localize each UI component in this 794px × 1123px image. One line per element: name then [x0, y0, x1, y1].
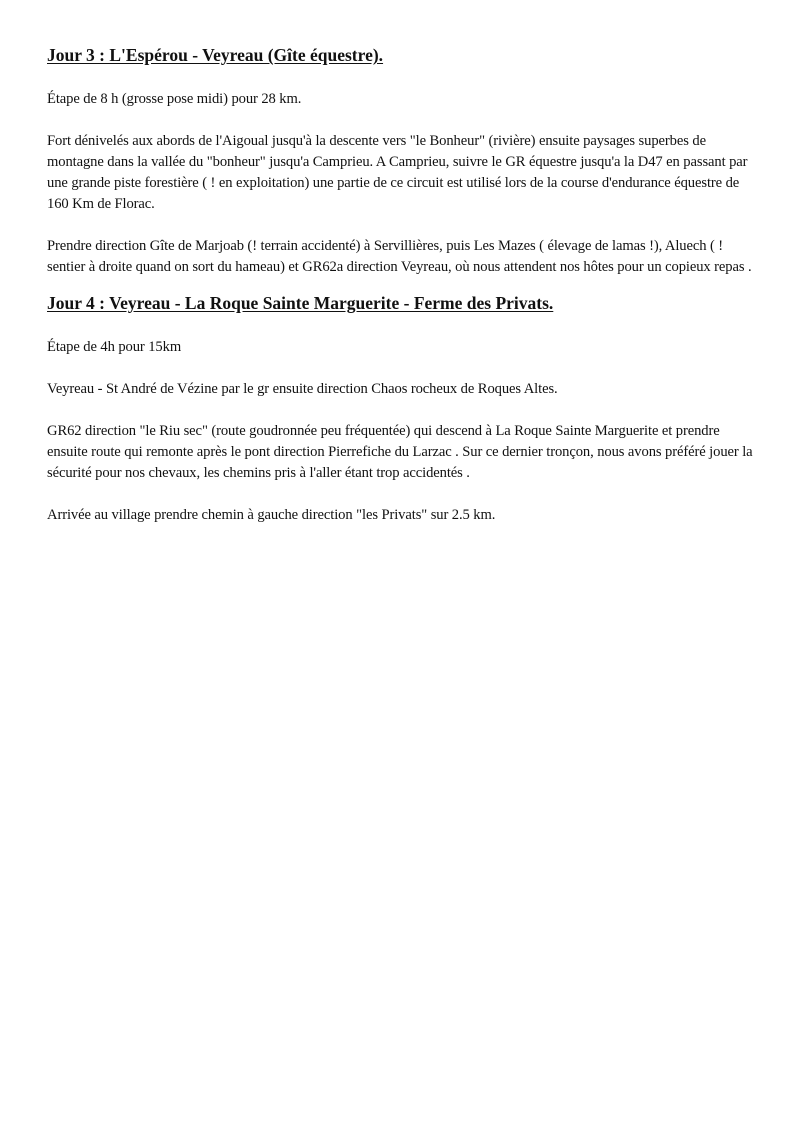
day4-arrival: Arrivée au village prendre chemin à gauche direction "les Privats" sur 2.5 km. [47, 507, 496, 523]
day4-stage-info: Étape de 4h pour 15km [47, 339, 182, 355]
day4-heading: Jour 4 : Veyreau - La Roque Sainte Marguerite - Ferme des Privats. [47, 293, 554, 313]
day4-route-description: GR62 direction "le Riu sec" (route goudronnée peu fréquentée) qui descend à La Roque Sainte Marguerite et prendre ensuite route qui remonte après le pont direction Pierrefiche du Larzac . Sur ce dernier tronçon, nous avons préféré jouer la sécurité pour nos chevaux, les chemins pris à l'aller étant trop accidentés . [47, 423, 753, 481]
day4-route-start: Veyreau - St André de Vézine par le gr ensuite direction Chaos rocheux de Roques Altes. [47, 381, 558, 397]
day3-heading: Jour 3 : L'Espérou - Veyreau (Gîte équestre). [47, 45, 384, 65]
day4-section [47, 290, 753, 526]
day3-route-description: Fort dénivelés aux abords de l'Aigoual jusqu'à la descente vers "le Bonheur" (rivière) ensuite paysages superbes de montagne dans la vallée du "bonheur" jusqu'a Camprieu. A Camprieu, suivre le GR équestre jusqu'a la D47 en passant par une grande piste forestière ( ! en exploitation) une partie de ce circuit est utilisé lors de la course d'endurance équestre de 160 Km de Florac. [47, 133, 748, 212]
day3-directions: Prendre direction Gîte de Marjoab (! terrain accidenté) à Servillières, puis Les Mazes ( élevage de lamas !), Aluech ( ! sentier à droite quand on sort du hameau) et GR62a direction Veyreau, où nous attendent nos hôtes pour un copieux repas . [47, 238, 752, 275]
day3-stage-info: Étape de 8 h (grosse pose midi) pour 28 km. [47, 91, 302, 107]
day3-section [47, 42, 753, 278]
page-content [47, 42, 753, 526]
